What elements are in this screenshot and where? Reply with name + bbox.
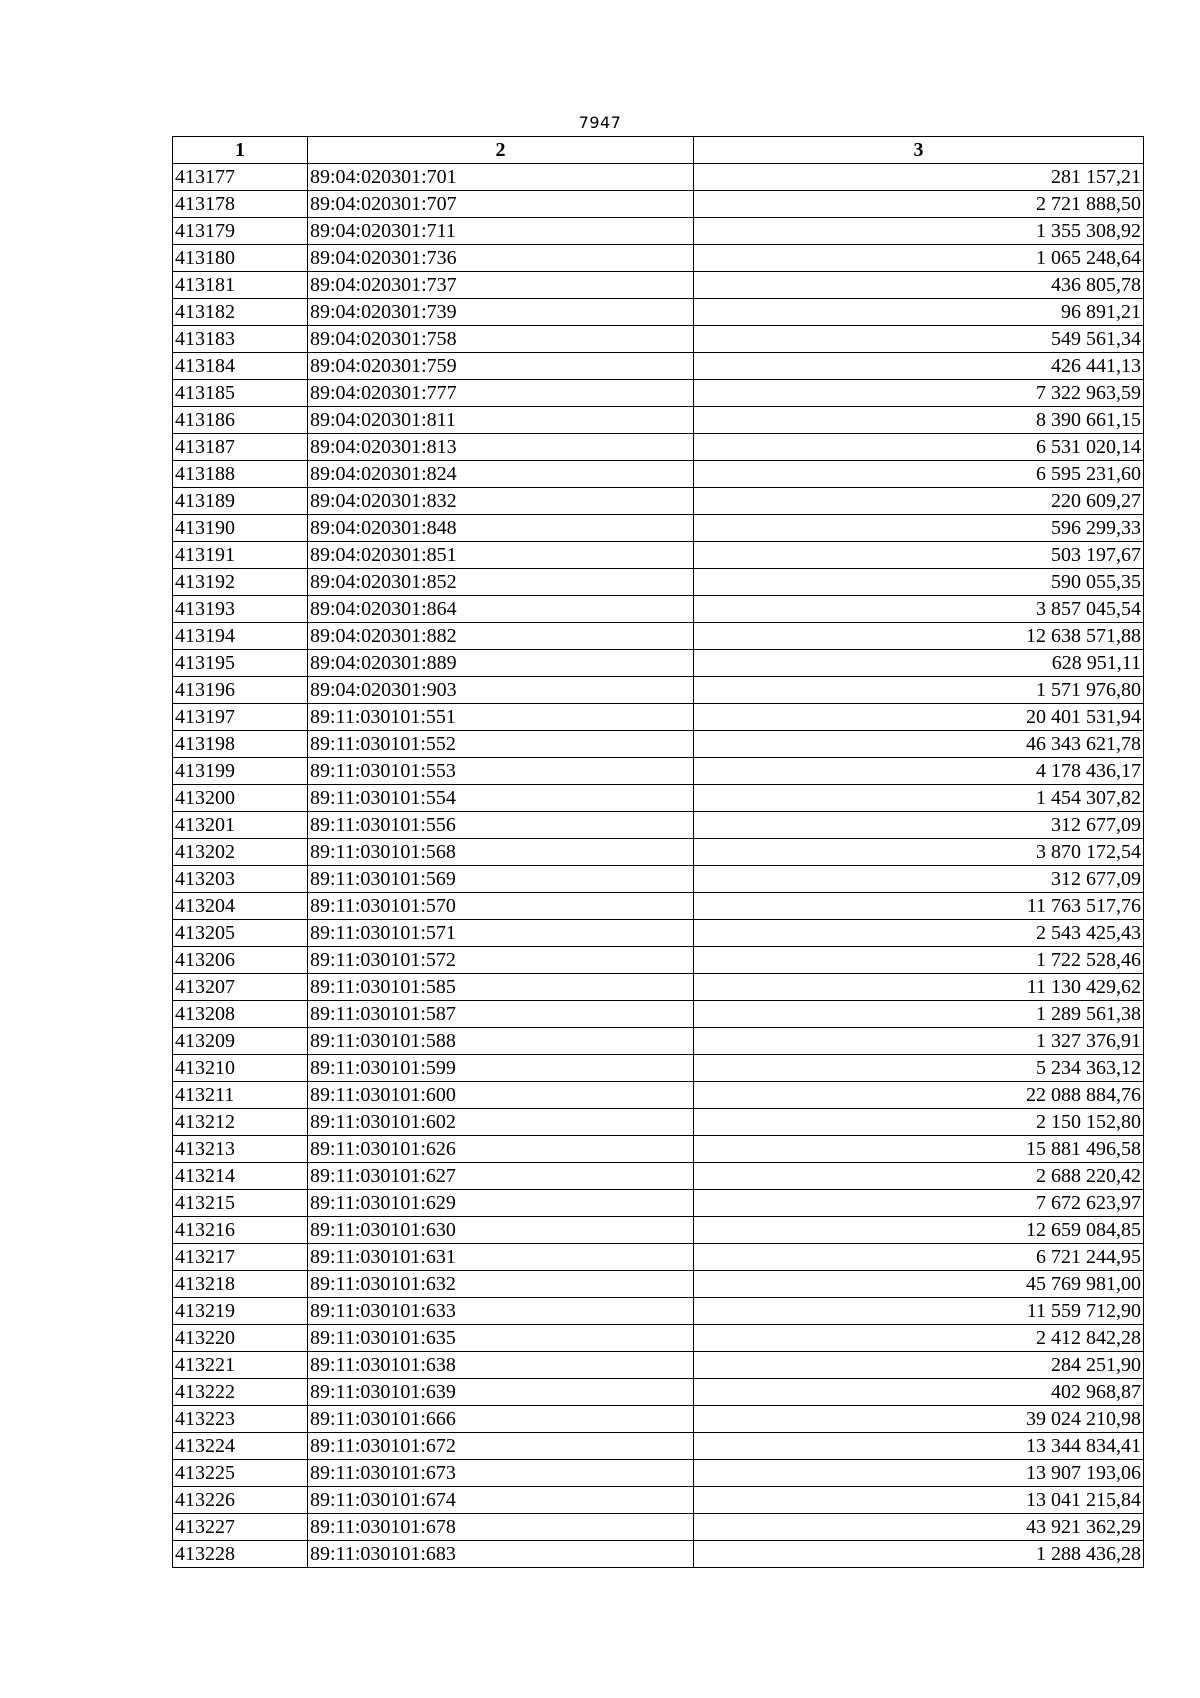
value-cell: 549 561,34 [694,326,1144,353]
value-cell: 2 412 842,28 [694,1325,1144,1352]
cadastral-number-cell: 89:04:020301:811 [308,407,694,434]
cadastral-number-cell: 89:04:020301:739 [308,299,694,326]
row-number-cell: 413206 [173,947,308,974]
value-cell: 3 870 172,54 [694,839,1144,866]
cadastral-number-cell: 89:11:030101:551 [308,704,694,731]
row-number-cell: 413192 [173,569,308,596]
data-table [172,136,1144,1568]
table-row [173,1163,1144,1190]
value-cell: 11 130 429,62 [694,974,1144,1001]
value-cell: 312 677,09 [694,866,1144,893]
value-cell: 45 769 981,00 [694,1271,1144,1298]
table-row [173,1379,1144,1406]
cadastral-number-cell: 89:11:030101:633 [308,1298,694,1325]
table-row [173,1244,1144,1271]
table-row [173,1433,1144,1460]
column-header-1: 1 [173,137,308,164]
value-cell: 281 157,21 [694,164,1144,191]
table-row [173,839,1144,866]
cadastral-number-cell: 89:11:030101:568 [308,839,694,866]
cadastral-number-cell: 89:11:030101:556 [308,812,694,839]
row-number-cell: 413188 [173,461,308,488]
row-number-cell: 413204 [173,893,308,920]
cadastral-number-cell: 89:04:020301:759 [308,353,694,380]
cadastral-number-cell: 89:11:030101:585 [308,974,694,1001]
value-cell: 96 891,21 [694,299,1144,326]
value-cell: 13 041 215,84 [694,1487,1144,1514]
row-number-cell: 413227 [173,1514,308,1541]
row-number-cell: 413180 [173,245,308,272]
row-number-cell: 413178 [173,191,308,218]
table-row [173,974,1144,1001]
row-number-cell: 413208 [173,1001,308,1028]
row-number-cell: 413219 [173,1298,308,1325]
table-row [173,515,1144,542]
table-row [173,812,1144,839]
value-cell: 436 805,78 [694,272,1144,299]
row-number-cell: 413197 [173,704,308,731]
cadastral-number-cell: 89:11:030101:638 [308,1352,694,1379]
value-cell: 6 531 020,14 [694,434,1144,461]
value-cell: 11 559 712,90 [694,1298,1144,1325]
row-number-cell: 413186 [173,407,308,434]
cadastral-number-cell: 89:11:030101:672 [308,1433,694,1460]
table-row [173,650,1144,677]
value-cell: 2 688 220,42 [694,1163,1144,1190]
row-number-cell: 413228 [173,1541,308,1568]
cadastral-number-cell: 89:04:020301:777 [308,380,694,407]
row-number-cell: 413202 [173,839,308,866]
value-cell: 7 322 963,59 [694,380,1144,407]
row-number-cell: 413191 [173,542,308,569]
column-header-2: 2 [308,137,694,164]
cadastral-number-cell: 89:04:020301:736 [308,245,694,272]
row-number-cell: 413218 [173,1271,308,1298]
table-row [173,1217,1144,1244]
row-number-cell: 413190 [173,515,308,542]
table-row [173,596,1144,623]
cadastral-number-cell: 89:11:030101:602 [308,1109,694,1136]
row-number-cell: 413212 [173,1109,308,1136]
value-cell: 220 609,27 [694,488,1144,515]
value-cell: 1 571 976,80 [694,677,1144,704]
value-cell: 1 288 436,28 [694,1541,1144,1568]
table-row [173,947,1144,974]
row-number-cell: 413200 [173,785,308,812]
cadastral-number-cell: 89:11:030101:666 [308,1406,694,1433]
cadastral-number-cell: 89:11:030101:674 [308,1487,694,1514]
table-row [173,758,1144,785]
row-number-cell: 413213 [173,1136,308,1163]
cadastral-number-cell: 89:11:030101:627 [308,1163,694,1190]
value-cell: 402 968,87 [694,1379,1144,1406]
table-row [173,407,1144,434]
value-cell: 3 857 045,54 [694,596,1144,623]
cadastral-number-cell: 89:11:030101:570 [308,893,694,920]
table-row [173,488,1144,515]
row-number-cell: 413195 [173,650,308,677]
row-number-cell: 413198 [173,731,308,758]
value-cell: 22 088 884,76 [694,1082,1144,1109]
row-number-cell: 413187 [173,434,308,461]
row-number-cell: 413196 [173,677,308,704]
row-number-cell: 413223 [173,1406,308,1433]
value-cell: 13 344 834,41 [694,1433,1144,1460]
cadastral-number-cell: 89:04:020301:701 [308,164,694,191]
column-header-3: 3 [694,137,1144,164]
row-number-cell: 413199 [173,758,308,785]
table-row [173,326,1144,353]
value-cell: 503 197,67 [694,542,1144,569]
table-header [173,137,1144,164]
value-cell: 2 721 888,50 [694,191,1144,218]
table-row [173,542,1144,569]
row-number-cell: 413214 [173,1163,308,1190]
value-cell: 4 178 436,17 [694,758,1144,785]
value-cell: 5 234 363,12 [694,1055,1144,1082]
row-number-cell: 413184 [173,353,308,380]
table-row [173,893,1144,920]
table-row [173,1001,1144,1028]
row-number-cell: 413205 [173,920,308,947]
row-number-cell: 413211 [173,1082,308,1109]
row-number-cell: 413225 [173,1460,308,1487]
table-row [173,1325,1144,1352]
row-number-cell: 413224 [173,1433,308,1460]
table-row [173,677,1144,704]
cadastral-number-cell: 89:04:020301:889 [308,650,694,677]
table-row [173,866,1144,893]
row-number-cell: 413183 [173,326,308,353]
value-cell: 20 401 531,94 [694,704,1144,731]
cadastral-number-cell: 89:11:030101:626 [308,1136,694,1163]
table-row [173,1082,1144,1109]
table-row [173,380,1144,407]
table-row [173,461,1144,488]
cadastral-number-cell: 89:11:030101:572 [308,947,694,974]
table-body [173,164,1144,1568]
value-cell: 43 921 362,29 [694,1514,1144,1541]
value-cell: 1 065 248,64 [694,245,1144,272]
cadastral-number-cell: 89:04:020301:758 [308,326,694,353]
table-row [173,1514,1144,1541]
table-row [173,1541,1144,1568]
row-number-cell: 413222 [173,1379,308,1406]
value-cell: 628 951,11 [694,650,1144,677]
table-row [173,1136,1144,1163]
row-number-cell: 413217 [173,1244,308,1271]
table-row [173,1055,1144,1082]
value-cell: 46 343 621,78 [694,731,1144,758]
cadastral-number-cell: 89:04:020301:707 [308,191,694,218]
value-cell: 6 595 231,60 [694,461,1144,488]
table-row [173,1190,1144,1217]
header-row [173,137,1144,164]
table-row [173,1271,1144,1298]
cadastral-number-cell: 89:11:030101:673 [308,1460,694,1487]
cadastral-number-cell: 89:04:020301:903 [308,677,694,704]
cadastral-number-cell: 89:11:030101:599 [308,1055,694,1082]
value-cell: 590 055,35 [694,569,1144,596]
cadastral-number-cell: 89:11:030101:635 [308,1325,694,1352]
cadastral-number-cell: 89:11:030101:587 [308,1001,694,1028]
table-row [173,569,1144,596]
row-number-cell: 413185 [173,380,308,407]
table-row [173,164,1144,191]
row-number-cell: 413207 [173,974,308,1001]
cadastral-number-cell: 89:11:030101:632 [308,1271,694,1298]
cadastral-number-cell: 89:11:030101:683 [308,1541,694,1568]
row-number-cell: 413193 [173,596,308,623]
row-number-cell: 413194 [173,623,308,650]
row-number-cell: 413179 [173,218,308,245]
cadastral-number-cell: 89:04:020301:851 [308,542,694,569]
table-row [173,1487,1144,1514]
value-cell: 11 763 517,76 [694,893,1144,920]
table-row [173,785,1144,812]
table-row [173,1109,1144,1136]
row-number-cell: 413209 [173,1028,308,1055]
cadastral-number-cell: 89:11:030101:631 [308,1244,694,1271]
cadastral-number-cell: 89:11:030101:678 [308,1514,694,1541]
value-cell: 15 881 496,58 [694,1136,1144,1163]
row-number-cell: 413182 [173,299,308,326]
row-number-cell: 413215 [173,1190,308,1217]
row-number-cell: 413189 [173,488,308,515]
value-cell: 13 907 193,06 [694,1460,1144,1487]
table-row [173,1028,1144,1055]
cadastral-number-cell: 89:11:030101:630 [308,1217,694,1244]
value-cell: 1 327 376,91 [694,1028,1144,1055]
cadastral-number-cell: 89:11:030101:571 [308,920,694,947]
row-number-cell: 413201 [173,812,308,839]
value-cell: 7 672 623,97 [694,1190,1144,1217]
cadastral-number-cell: 89:04:020301:852 [308,569,694,596]
value-cell: 1 289 561,38 [694,1001,1144,1028]
row-number-cell: 413226 [173,1487,308,1514]
page-number: 7947 [578,113,622,132]
cadastral-number-cell: 89:11:030101:553 [308,758,694,785]
table-row [173,434,1144,461]
cadastral-number-cell: 89:04:020301:848 [308,515,694,542]
table-row [173,704,1144,731]
value-cell: 312 677,09 [694,812,1144,839]
cadastral-number-cell: 89:04:020301:737 [308,272,694,299]
table-row [173,623,1144,650]
value-cell: 596 299,33 [694,515,1144,542]
row-number-cell: 413181 [173,272,308,299]
cadastral-number-cell: 89:11:030101:639 [308,1379,694,1406]
cadastral-number-cell: 89:11:030101:600 [308,1082,694,1109]
table-row [173,1352,1144,1379]
table-row [173,731,1144,758]
table-row [173,1298,1144,1325]
cadastral-number-cell: 89:11:030101:588 [308,1028,694,1055]
value-cell: 426 441,13 [694,353,1144,380]
table-row [173,218,1144,245]
table-row [173,1406,1144,1433]
row-number-cell: 413221 [173,1352,308,1379]
row-number-cell: 413203 [173,866,308,893]
table-row [173,272,1144,299]
cadastral-number-cell: 89:04:020301:882 [308,623,694,650]
table-row [173,299,1144,326]
table-row [173,1460,1144,1487]
row-number-cell: 413216 [173,1217,308,1244]
cadastral-number-cell: 89:11:030101:554 [308,785,694,812]
cadastral-number-cell: 89:11:030101:569 [308,866,694,893]
cadastral-number-cell: 89:04:020301:864 [308,596,694,623]
value-cell: 1 454 307,82 [694,785,1144,812]
value-cell: 12 659 084,85 [694,1217,1144,1244]
value-cell: 2 543 425,43 [694,920,1144,947]
table-row [173,245,1144,272]
value-cell: 39 024 210,98 [694,1406,1144,1433]
cadastral-number-cell: 89:04:020301:832 [308,488,694,515]
value-cell: 284 251,90 [694,1352,1144,1379]
table-row [173,920,1144,947]
cadastral-number-cell: 89:04:020301:813 [308,434,694,461]
value-cell: 1 722 528,46 [694,947,1144,974]
value-cell: 6 721 244,95 [694,1244,1144,1271]
value-cell: 2 150 152,80 [694,1109,1144,1136]
cadastral-number-cell: 89:04:020301:711 [308,218,694,245]
value-cell: 12 638 571,88 [694,623,1144,650]
row-number-cell: 413177 [173,164,308,191]
value-cell: 8 390 661,15 [694,407,1144,434]
table-row [173,353,1144,380]
cadastral-number-cell: 89:11:030101:629 [308,1190,694,1217]
row-number-cell: 413220 [173,1325,308,1352]
cadastral-number-cell: 89:11:030101:552 [308,731,694,758]
row-number-cell: 413210 [173,1055,308,1082]
cadastral-number-cell: 89:04:020301:824 [308,461,694,488]
value-cell: 1 355 308,92 [694,218,1144,245]
table-row [173,191,1144,218]
